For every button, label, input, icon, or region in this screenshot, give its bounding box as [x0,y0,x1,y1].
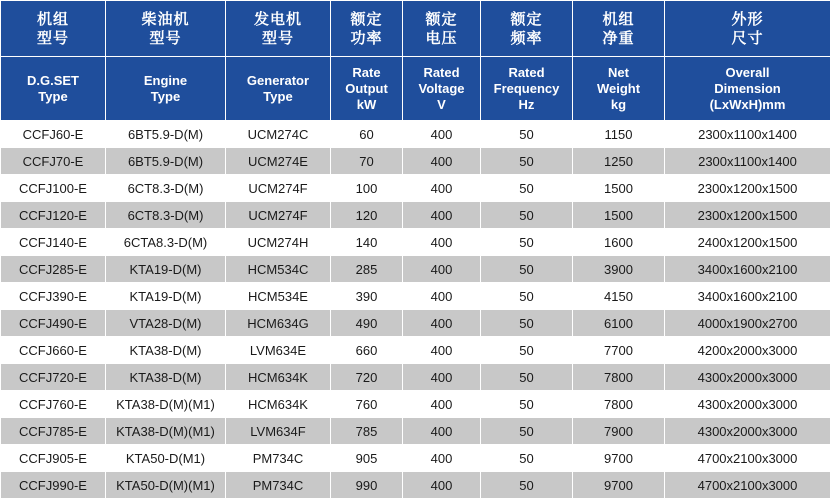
table-cell: VTA28-D(M) [106,310,226,337]
table-row [1,202,830,229]
header-line: 功率 [333,29,400,48]
table-cell: 285 [331,256,403,283]
table-cell: 400 [403,202,481,229]
table-cell: 60 [331,121,403,148]
table-header [1,1,830,121]
table-cell: KTA19-D(M) [106,256,226,283]
table-cell: KTA50-D(M1) [106,445,226,472]
table-row [1,364,830,391]
table-row [1,148,830,175]
table-cell: CCFJ760-E [1,391,106,418]
table-cell: 785 [331,418,403,445]
table-cell: 7900 [573,418,665,445]
table-cell: 3400x1600x2100 [665,256,830,283]
table-cell: CCFJ120-E [1,202,106,229]
table-cell: 6100 [573,310,665,337]
column-header-cn-0 [1,1,106,57]
header-line: kW [333,97,400,113]
table-cell: 50 [481,418,573,445]
header-row-english [1,57,830,121]
table-cell: 2400x1200x1500 [665,229,830,256]
table-row [1,337,830,364]
table-cell: 4300x2000x3000 [665,418,830,445]
table-cell: 50 [481,229,573,256]
table-cell: 50 [481,256,573,283]
table-cell: 4200x2000x3000 [665,337,830,364]
table-row [1,121,830,148]
table-row [1,472,830,499]
column-header-en-5 [481,57,573,121]
header-row-chinese [1,1,830,57]
table-cell: 2300x1200x1500 [665,175,830,202]
table-cell: KTA38-D(M) [106,364,226,391]
table-cell: 400 [403,310,481,337]
table-cell: HCM534C [226,256,331,283]
table-cell: 140 [331,229,403,256]
table-cell: 2300x1200x1500 [665,202,830,229]
header-line: 电压 [405,29,478,48]
table-cell: LVM634E [226,337,331,364]
table-cell: CCFJ905-E [1,445,106,472]
table-cell: 400 [403,391,481,418]
table-cell: 6CTA8.3-D(M) [106,229,226,256]
table-cell: 50 [481,445,573,472]
header-line: Generator [228,73,328,89]
table-cell: 760 [331,391,403,418]
table-cell: CCFJ140-E [1,229,106,256]
table-cell: KTA38-D(M)(M1) [106,391,226,418]
header-line: 型号 [108,29,223,48]
column-header-cn-5 [481,1,573,57]
table-cell: 3900 [573,256,665,283]
table-cell: KTA19-D(M) [106,283,226,310]
table-row [1,283,830,310]
table-cell: 50 [481,472,573,499]
table-cell: CCFJ60-E [1,121,106,148]
header-line: kg [575,97,662,113]
header-line: Voltage [405,81,478,97]
header-line: Overall [667,65,828,81]
table-cell: 660 [331,337,403,364]
table-cell: 9700 [573,445,665,472]
table-cell: 4700x2100x3000 [665,472,830,499]
table-cell: 50 [481,391,573,418]
table-cell: 2300x1100x1400 [665,121,830,148]
table-cell: 70 [331,148,403,175]
table-cell: HCM634G [226,310,331,337]
column-header-cn-4 [403,1,481,57]
header-line: Rated [405,65,478,81]
table-row [1,175,830,202]
column-header-en-1 [106,57,226,121]
table-cell: 390 [331,283,403,310]
table-cell: 50 [481,283,573,310]
header-line: 额定 [333,10,400,29]
table-cell: LVM634F [226,418,331,445]
table-row [1,391,830,418]
header-line: Rate [333,65,400,81]
table-cell: CCFJ660-E [1,337,106,364]
table-cell: 6BT5.9-D(M) [106,148,226,175]
header-line: 型号 [3,29,103,48]
table-cell: HCM534E [226,283,331,310]
table-cell: UCM274H [226,229,331,256]
header-line: 净重 [575,29,662,48]
table-row [1,445,830,472]
table-body [1,121,830,499]
header-line: 机组 [575,10,662,29]
table-cell: 1250 [573,148,665,175]
table-cell: 1150 [573,121,665,148]
table-cell: KTA38-D(M)(M1) [106,418,226,445]
table-cell: PM734C [226,472,331,499]
table-cell: CCFJ390-E [1,283,106,310]
header-line: Type [3,89,103,105]
table-cell: UCM274C [226,121,331,148]
column-header-en-2 [226,57,331,121]
table-row [1,418,830,445]
header-line: D.G.SET [3,73,103,89]
table-cell: CCFJ490-E [1,310,106,337]
table-cell: CCFJ785-E [1,418,106,445]
table-cell: 4300x2000x3000 [665,364,830,391]
table-cell: 1500 [573,175,665,202]
table-cell: 7700 [573,337,665,364]
table-cell: 400 [403,175,481,202]
column-header-en-3 [331,57,403,121]
table-cell: CCFJ990-E [1,472,106,499]
table-cell: 720 [331,364,403,391]
table-cell: 490 [331,310,403,337]
header-line: 型号 [228,29,328,48]
table-cell: 50 [481,364,573,391]
table-cell: UCM274F [226,202,331,229]
header-line: 尺寸 [667,29,828,48]
column-header-en-0 [1,57,106,121]
header-line: Weight [575,81,662,97]
table-cell: 9700 [573,472,665,499]
table-cell: KTA38-D(M) [106,337,226,364]
table-cell: UCM274F [226,175,331,202]
table-cell: CCFJ720-E [1,364,106,391]
header-line: Dimension [667,81,828,97]
column-header-cn-3 [331,1,403,57]
table-cell: PM734C [226,445,331,472]
table-cell: KTA50-D(M)(M1) [106,472,226,499]
table-row [1,310,830,337]
table-cell: 990 [331,472,403,499]
table-cell: 400 [403,445,481,472]
table-cell: 400 [403,337,481,364]
header-line: Net [575,65,662,81]
table-cell: 6CT8.3-D(M) [106,175,226,202]
header-line: Type [108,89,223,105]
table-cell: HCM634K [226,364,331,391]
table-cell: 7800 [573,391,665,418]
table-cell: 7800 [573,364,665,391]
table-cell: 400 [403,148,481,175]
table-cell: 400 [403,256,481,283]
table-cell: CCFJ285-E [1,256,106,283]
table-cell: 400 [403,364,481,391]
table-cell: 4700x2100x3000 [665,445,830,472]
column-header-cn-6 [573,1,665,57]
table-cell: 400 [403,121,481,148]
table-cell: 2300x1100x1400 [665,148,830,175]
header-line: 频率 [483,29,570,48]
table-cell: 3400x1600x2100 [665,283,830,310]
header-line: 发电机 [228,10,328,29]
table-cell: 4150 [573,283,665,310]
table-cell: 400 [403,418,481,445]
table-cell: 100 [331,175,403,202]
table-cell: 50 [481,202,573,229]
table-cell: CCFJ70-E [1,148,106,175]
table-cell: 1600 [573,229,665,256]
table-cell: 905 [331,445,403,472]
header-line: Type [228,89,328,105]
table-cell: 400 [403,229,481,256]
table-row [1,256,830,283]
header-line: 机组 [3,10,103,29]
column-header-en-6 [573,57,665,121]
table-cell: 4000x1900x2700 [665,310,830,337]
table-cell: 50 [481,337,573,364]
table-cell: CCFJ100-E [1,175,106,202]
table-cell: 6BT5.9-D(M) [106,121,226,148]
header-line: Output [333,81,400,97]
table-cell: HCM634K [226,391,331,418]
header-line: V [405,97,478,113]
header-line: Hz [483,97,570,113]
table-cell: 50 [481,121,573,148]
header-line: 额定 [483,10,570,29]
table-cell: 50 [481,175,573,202]
header-line: 柴油机 [108,10,223,29]
table-cell: 50 [481,148,573,175]
header-line: 额定 [405,10,478,29]
column-header-en-7 [665,57,830,121]
table-cell: 1500 [573,202,665,229]
column-header-cn-7 [665,1,830,57]
table-cell: 4300x2000x3000 [665,391,830,418]
table-cell: 400 [403,283,481,310]
header-line: (LxWxH)mm [667,97,828,113]
table-cell: UCM274E [226,148,331,175]
header-line: Engine [108,73,223,89]
table-row [1,229,830,256]
header-line: 外形 [667,10,828,29]
column-header-cn-2 [226,1,331,57]
table-cell: 6CT8.3-D(M) [106,202,226,229]
column-header-en-4 [403,57,481,121]
table-cell: 50 [481,310,573,337]
column-header-cn-1 [106,1,226,57]
header-line: Rated [483,65,570,81]
header-line: Frequency [483,81,570,97]
table-cell: 120 [331,202,403,229]
table-cell: 400 [403,472,481,499]
